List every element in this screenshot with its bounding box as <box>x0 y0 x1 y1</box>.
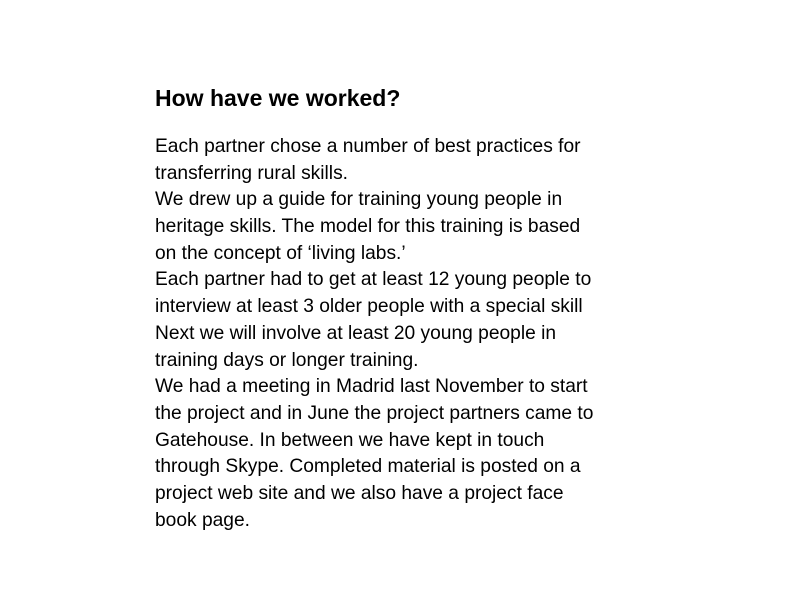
body-line: book page. <box>155 509 250 531</box>
body-line: We drew up a guide for training young people in <box>155 189 563 211</box>
body-line: Next we will involve at least 20 young people in <box>155 322 557 344</box>
body-line: heritage skills. The model for this training is based <box>155 216 581 238</box>
slide-title: How have we worked? <box>155 85 401 111</box>
body-line: through Skype. Completed material is posted on a <box>155 456 581 478</box>
body-line: on the concept of ‘living labs.’ <box>155 242 406 264</box>
body-line: transferring rural skills. <box>155 162 348 184</box>
body-line: the project and in June the project partners came to <box>155 402 594 424</box>
body-line: Each partner had to get at least 12 young people to <box>155 269 592 291</box>
body-line: Each partner chose a number of best practices for <box>155 136 581 157</box>
body-line: project web site and we also have a project face <box>155 482 564 504</box>
body-line: interview at least 3 older people with a special skill <box>155 296 583 318</box>
body-line: Gatehouse. In between we have kept in touch <box>155 429 545 451</box>
body-line: We had a meeting in Madrid last November to start <box>155 376 588 398</box>
body-line: training days or longer training. <box>155 349 419 371</box>
slide-body <box>155 134 645 534</box>
